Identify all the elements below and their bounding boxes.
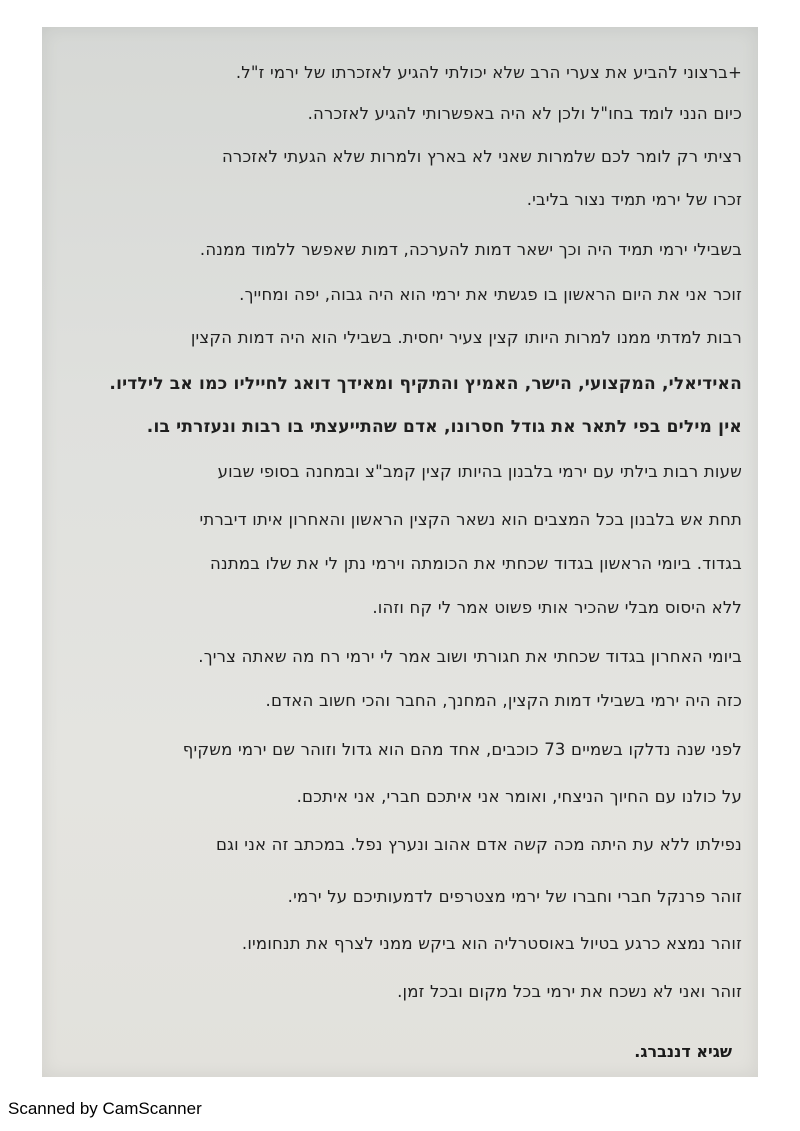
letter-line-20: זוהר נמצא כרגע בטיול באוסטרליה הוא ביקש ממני לצרף את תנחומיו. bbox=[241, 934, 742, 953]
letter-line-14: ביומי האחרון בגדוד שכחתי את חגורתי ושוב אמר לי ירמי רח מה שאתה צריך. bbox=[198, 647, 742, 666]
letter-line-8: האידיאלי, המקצועי, הישר, האמיץ והתקיף ומאידך דואג לחייליו כמו אב לילדיו. bbox=[109, 374, 742, 394]
letter-line-17: על כולנו עם החיוך הניצחי, ואומר אני איתכם חברי, אני איתכם. bbox=[296, 787, 742, 806]
letter-line-4: זכרו של ירמי תמיד נצור בליבי. bbox=[526, 190, 742, 209]
letter-line-21: זוהר ואני לא נשכח את ירמי בכל מקום ובכל זמן. bbox=[397, 982, 742, 1001]
letter-line-15: כזה היה ירמי בשבילי דמות הקצין, המחנך, החבר והכי חשוב האדם. bbox=[265, 691, 742, 710]
scanner-watermark: Scanned by CamScanner bbox=[8, 1099, 202, 1118]
signature: שגיא דננברג. bbox=[634, 1042, 732, 1061]
letter-line-3: רציתי רק לומר לכם שלמרות שאני לא בארץ ולמרות שלא הגעתי לאזכרה bbox=[221, 147, 742, 166]
letter-line-6: זוכר אני את היום הראשון בו פגשתי את ירמי הוא היה גבוה, יפה ומחייך. bbox=[239, 285, 742, 304]
letter-line-16: לפני שנה נדלקו בשמיים 73 כוכבים, אחד מהם הוא גדול וזוהר שם ירמי משקיף bbox=[182, 740, 742, 759]
letter-line-11: תחת אש בלבנון בכל המצבים הוא נשאר הקצין הראשון והאחרון איתו דיברתי bbox=[199, 510, 742, 529]
letter-paper bbox=[42, 27, 758, 1077]
letter-line-7: רבות למדתי ממנו למרות היותו קצין צעיר יחסית. בשבילי הוא היה דמות הקצין bbox=[190, 328, 742, 347]
letter-line-1: +ברצוני להביע את צערי הרב שלא יכולתי להגיע לאזכרתו של ירמי ז"ל. bbox=[235, 63, 742, 82]
letter-line-10: שעות רבות בילתי עם ירמי בלבנון בהיותו קצין קמב"צ ובמחנה בסופי שבוע bbox=[217, 462, 742, 481]
letter-line-12: בגדוד. ביומי הראשון בגדוד שכחתי את הכומתה וירמי נתן לי את שלו במתנה bbox=[210, 554, 742, 573]
letter-line-2: כיום הנני לומד בחו"ל ולכן לא היה באפשרותי להגיע לאזכרה. bbox=[307, 104, 742, 123]
letter-line-18: נפילתו ללא עת היתה מכה קשה אדם אהוב ונערץ נפל. במכתב זה אני וגם bbox=[216, 835, 742, 854]
letter-line-5: בשבילי ירמי תמיד היה וכך ישאר דמות להערכה, דמות שאפשר ללמוד ממנה. bbox=[199, 240, 742, 259]
letter-line-13: ללא היסוס מבלי שהכיר אותי פשוט אמר לי קח וזהו. bbox=[372, 598, 742, 617]
letter-line-19: זוהר פרנקל חברי וחברו של ירמי מצטרפים לדמעותיכם על ירמי. bbox=[287, 887, 742, 906]
letter-line-9: אין מילים בפי לתאר את גודל חסרונו, אדם שהתייעצתי בו רבות ונעזרתי בו. bbox=[146, 417, 742, 437]
